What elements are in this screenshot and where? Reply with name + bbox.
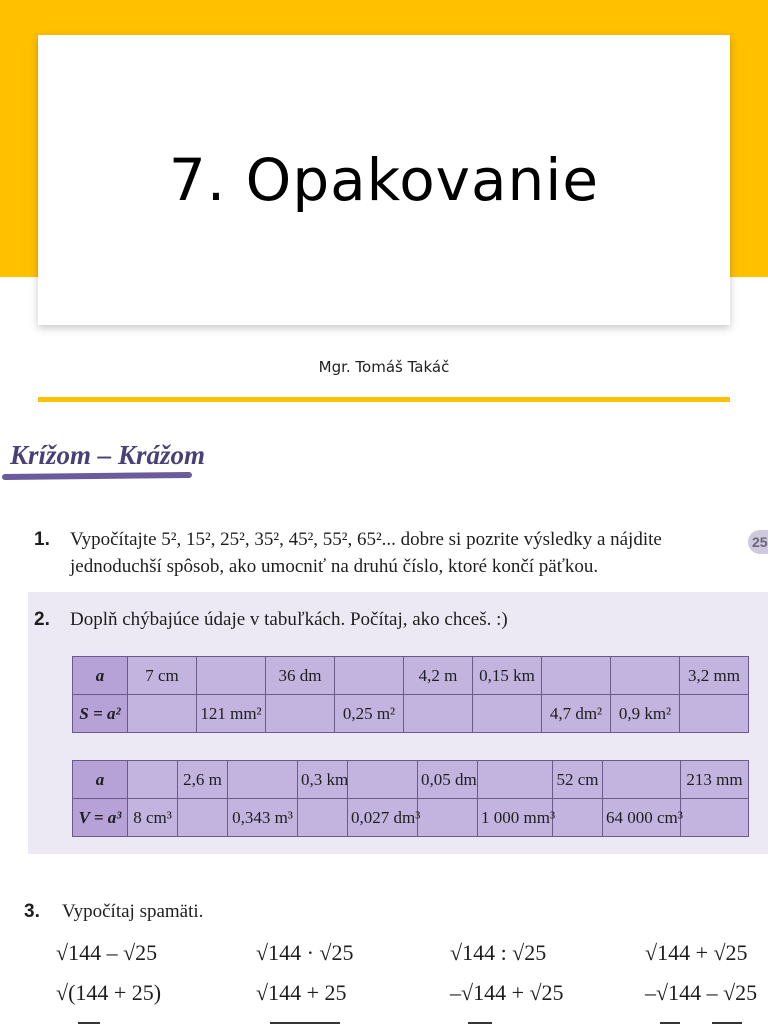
table-cell xyxy=(335,657,404,695)
task-1-number: 1. xyxy=(34,529,50,550)
yellow-divider xyxy=(38,397,730,402)
table-header-cell: V = a³ xyxy=(73,799,128,837)
textbook-page-image xyxy=(0,430,768,1024)
table-row xyxy=(73,799,749,837)
task-2-text: Doplň chýbajúce údaje v tabuľkách. Počítaj, ako chceš. :) xyxy=(70,609,508,630)
math-expression: √144 – √25 xyxy=(56,940,158,965)
table-cell xyxy=(603,761,681,799)
table-cell xyxy=(404,695,473,733)
table-header-cell: a xyxy=(73,657,128,695)
table-cell: 0,15 km xyxy=(473,657,542,695)
table-cell xyxy=(298,799,348,837)
slide-title: 7. Opakovanie xyxy=(168,146,600,214)
math-expression: √(144 + 25) xyxy=(56,980,162,1005)
table-cell: 121 mm² xyxy=(197,695,266,733)
table-cell xyxy=(478,761,553,799)
square-area-table xyxy=(72,656,749,733)
table-cell xyxy=(542,657,611,695)
task-1-text-line2: jednoduchší spôsob, ako umocniť na druhú číslo, ktoré končí päťkou. xyxy=(70,556,599,577)
table-header-cell: a xyxy=(73,761,128,799)
table-cell xyxy=(473,695,542,733)
table-header-cell: S = a² xyxy=(73,695,128,733)
table-cell: 8 cm³ xyxy=(128,799,178,837)
math-expression: –√144 + √25 xyxy=(450,980,564,1005)
table-row xyxy=(73,657,749,695)
section-title: Krížom – Krážom xyxy=(10,440,206,470)
table-cell: 4,7 dm² xyxy=(542,695,611,733)
math-expression: √144 : √25 xyxy=(450,940,547,965)
table-cell: 3,2 mm xyxy=(680,657,749,695)
math-expression: √144 + 25 xyxy=(256,980,347,1005)
table-cell xyxy=(681,799,749,837)
math-expression: –√144 – √25 xyxy=(645,980,758,1005)
table-cell xyxy=(266,695,335,733)
table-cell: 52 cm xyxy=(553,761,603,799)
table-cell xyxy=(128,761,178,799)
table-cell xyxy=(680,695,749,733)
title-card xyxy=(38,35,730,325)
table-cell xyxy=(197,657,266,695)
task-3 xyxy=(24,898,764,928)
task-3-text: Vypočítaj spamäti. xyxy=(62,901,204,922)
table-cell xyxy=(553,799,603,837)
table-cell: 0,3 km xyxy=(298,761,348,799)
table-cell: 0,027 dm³ xyxy=(348,799,418,837)
table-row xyxy=(73,761,749,799)
table-row xyxy=(73,695,749,733)
slide-author: Mgr. Tomáš Takáč xyxy=(318,358,450,376)
table-cell: 2,6 m xyxy=(178,761,228,799)
table-cell xyxy=(228,761,298,799)
task-2 xyxy=(34,606,754,636)
table-cell: 7 cm xyxy=(128,657,197,695)
math-expression: √144 · √25 xyxy=(256,940,354,965)
task-2-number: 2. xyxy=(34,609,50,630)
table-cell: 0,9 km² xyxy=(611,695,680,733)
math-expression: √144 + √25 xyxy=(645,940,748,965)
table-cell: 1 000 mm³ xyxy=(478,799,553,837)
table-cell xyxy=(128,695,197,733)
table-cell: 0,25 m² xyxy=(335,695,404,733)
table-cell: 0,343 m³ xyxy=(228,799,298,837)
table-cell xyxy=(348,761,418,799)
task-1 xyxy=(34,526,754,586)
section-title-underline xyxy=(2,472,192,480)
table-cell: 36 dm xyxy=(266,657,335,695)
task-3-number: 3. xyxy=(24,901,40,922)
table-cell xyxy=(178,799,228,837)
table-cell: 4,2 m xyxy=(404,657,473,695)
table-cell xyxy=(611,657,680,695)
table-cell: 213 mm xyxy=(681,761,749,799)
page-edge-badge: 25 xyxy=(748,530,768,554)
table-cell: 0,05 dm xyxy=(418,761,478,799)
table-cell: 64 000 cm³ xyxy=(603,799,681,837)
task-1-text-line1: Vypočítajte 5², 15², 25², 35², 45², 55², 65²... dobre si pozrite výsledky a nájdite xyxy=(70,529,662,550)
cube-volume-table xyxy=(72,760,749,837)
table-cell xyxy=(418,799,478,837)
